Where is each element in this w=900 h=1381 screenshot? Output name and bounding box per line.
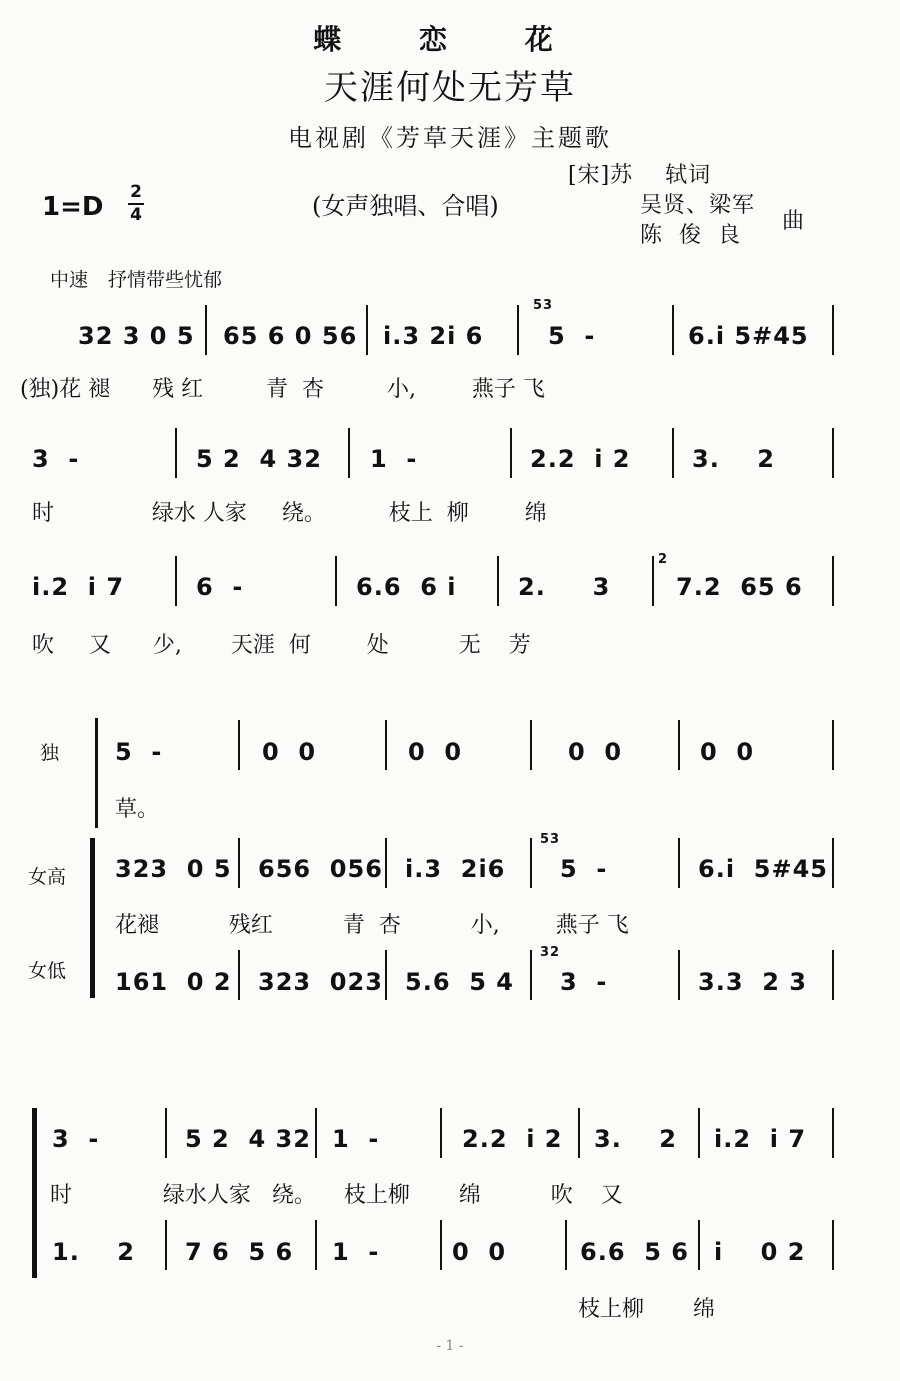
measure: 0 0	[262, 738, 317, 766]
measure: 6.i 5#45	[698, 855, 828, 883]
measure: 6 -	[196, 573, 244, 601]
measure: 2. 3	[518, 573, 611, 601]
composer-suffix: 曲	[782, 209, 806, 234]
measure: 5.6 5 4	[405, 968, 514, 996]
measure: 5 2 4 32	[196, 445, 322, 473]
grace-notes: 53	[540, 832, 561, 847]
measure: 161 0 2	[115, 968, 232, 996]
measure: i.2 i 7	[714, 1125, 807, 1153]
lyrics-line: (独)花 褪 残 红 青 杏 小, 燕子 飞	[20, 377, 545, 402]
measure: i 0 2	[714, 1238, 806, 1266]
song-subtitle: 天涯何处无芳草	[324, 68, 576, 108]
measure: 5 2 4 32	[185, 1125, 311, 1153]
lyrics-line: 时 绿水人家 绕。 枝上柳 绵 吹 又	[50, 1183, 623, 1208]
tempo-marking: 中速 抒情带些忧郁	[50, 269, 223, 291]
measure: 0 0	[568, 738, 623, 766]
measure: 2.2 i 2	[462, 1125, 563, 1153]
song-title: 蝶 恋 花	[313, 23, 587, 56]
measure: 0 0	[700, 738, 755, 766]
grace-notes: 53	[533, 298, 554, 313]
measure: 65 6 0 56	[223, 322, 358, 350]
measure: 3 -	[52, 1125, 100, 1153]
measure: 7 6 5 6	[185, 1238, 294, 1266]
lyrics-line: 草。	[115, 797, 160, 822]
measure: 7.2 65 6	[676, 573, 803, 601]
measure: 323 0 5	[115, 855, 232, 883]
measure: i.3 2i6	[405, 855, 506, 883]
measure: 6.i 5#45	[688, 322, 809, 350]
measure: 1 -	[370, 445, 418, 473]
lyricist-credit: [宋]苏 轼词	[568, 163, 712, 188]
measure: 2.2 i 2	[530, 445, 631, 473]
measure: 5 -	[560, 855, 608, 883]
page-number: - 1 -	[436, 1338, 464, 1354]
key-signature: 1=D	[42, 192, 104, 222]
part-label-soprano: 女高	[28, 866, 67, 888]
composer-credit-2: 陈 俊 良	[640, 223, 741, 248]
measure: i.2 i 7	[32, 573, 125, 601]
measure: 323 023	[258, 968, 383, 996]
performance-note: (女声独唱、合唱)	[312, 192, 499, 220]
time-signature	[128, 183, 144, 225]
measure: 32 3 0 5	[78, 322, 195, 350]
measure: 3 -	[32, 445, 80, 473]
measure: 3. 2	[594, 1125, 677, 1153]
measure: 5 -	[548, 322, 596, 350]
lyrics-line: 吹 又 少, 天涯 何 处 无 芳	[32, 633, 531, 658]
measure: 3. 2	[692, 445, 775, 473]
measure: 656 056	[258, 855, 383, 883]
measure: 6.6 6 i	[356, 573, 457, 601]
song-note: 电视剧《芳草天涯》主题歌	[288, 124, 612, 152]
part-label-solo: 独	[40, 742, 60, 764]
part-label-alto: 女低	[28, 960, 67, 982]
grace-notes: 2	[658, 552, 669, 567]
measure: 0 0	[452, 1238, 507, 1266]
measure: 1. 2	[52, 1238, 135, 1266]
measure: 5 -	[115, 738, 163, 766]
time-top: 2	[130, 182, 142, 202]
measure: i.3 2i 6	[383, 322, 484, 350]
measure: 1 -	[332, 1125, 380, 1153]
composer-credit-1: 吴贤、梁军	[640, 193, 756, 218]
grace-notes: 32	[540, 945, 561, 960]
measure: 6.6 5 6	[580, 1238, 689, 1266]
lyrics-line: 枝上柳 绵	[578, 1297, 715, 1322]
measure: 1 -	[332, 1238, 380, 1266]
time-bottom: 4	[130, 205, 142, 225]
measure: 3 -	[560, 968, 608, 996]
measure: 3.3 2 3	[698, 968, 807, 996]
lyrics-line: 时 绿水 人家 绕。 枝上 柳 绵	[32, 501, 547, 526]
measure: 0 0	[408, 738, 463, 766]
lyrics-line: 花褪 残红 青 杏 小, 燕子 飞	[115, 913, 629, 938]
